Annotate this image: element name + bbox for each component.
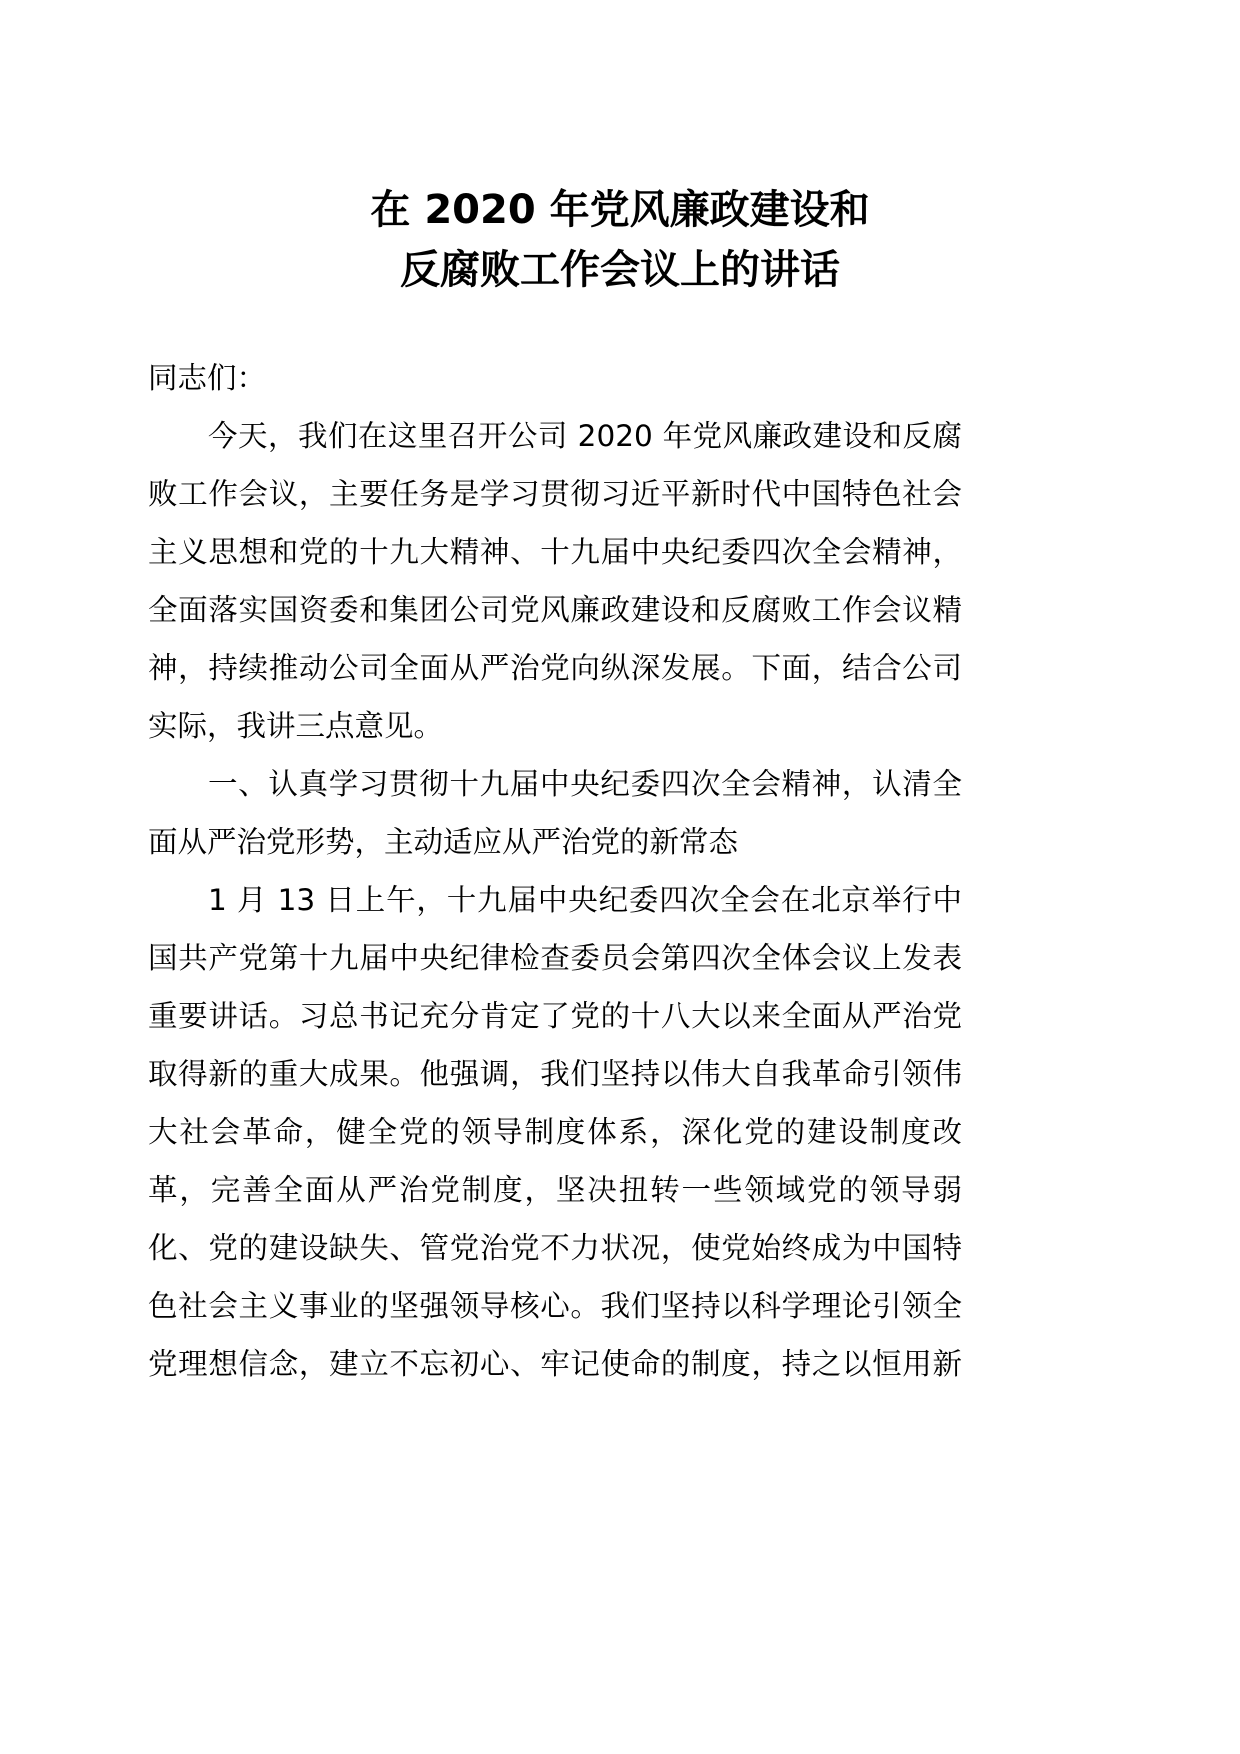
text-line: 取得新的重大成果。他强调，我们坚持以伟大自我革命引领伟 <box>148 1057 962 1091</box>
text-line: 一、认真学习贯彻十九届中央纪委四次全会精神，认清全 <box>208 767 962 801</box>
text-line: 党理想信念，建立不忘初心、牢记使命的制度，持之以恒用新 <box>148 1347 962 1381</box>
text-line: 神，持续推动公司全面从严治党向纵深发展。下面，结合公司 <box>148 651 962 685</box>
text-line: 大社会革命，健全党的领导制度体系，深化党的建设制度改 <box>148 1115 962 1149</box>
text-line: 重要讲话。习总书记充分肯定了党的十八大以来全面从严治党 <box>148 999 962 1033</box>
document-body <box>148 349 962 1393</box>
text-line: 色社会主义事业的坚强领导核心。我们坚持以科学理论引领全 <box>148 1289 962 1323</box>
text-line: 实际，我讲三点意见。 <box>148 709 444 743</box>
paragraph <box>148 871 962 1393</box>
text-line: 化、党的建设缺失、管党治党不力状况，使党始终成为中国特 <box>148 1231 962 1265</box>
text-line: 面从严治党形势，主动适应从严治党的新常态 <box>148 825 739 859</box>
document-title <box>0 180 1240 300</box>
title-line-1: 在 2020 年党风廉政建设和 <box>370 187 870 233</box>
paragraph <box>148 407 962 755</box>
paragraph <box>148 755 962 871</box>
text-line: 败工作会议，主要任务是学习贯彻习近平新时代中国特色社会 <box>148 477 962 511</box>
text-line: 革，完善全面从严治党制度，坚决扭转一些领域党的领导弱 <box>148 1173 962 1207</box>
title-line-2: 反腐败工作会议上的讲话 <box>400 247 840 293</box>
text-line: 全面落实国资委和集团公司党风廉政建设和反腐败工作会议精 <box>148 593 962 627</box>
text-line: 同志们： <box>148 361 267 395</box>
salutation <box>148 349 962 407</box>
text-line: 国共产党第十九届中央纪律检查委员会第四次全体会议上发表 <box>148 941 962 975</box>
text-line: 1 月 13 日上午，十九届中央纪委四次全会在北京举行中 <box>208 883 962 917</box>
text-line: 主义思想和党的十九大精神、十九届中央纪委四次全会精神， <box>148 535 962 569</box>
text-line: 今天，我们在这里召开公司 2020 年党风廉政建设和反腐 <box>208 419 962 453</box>
